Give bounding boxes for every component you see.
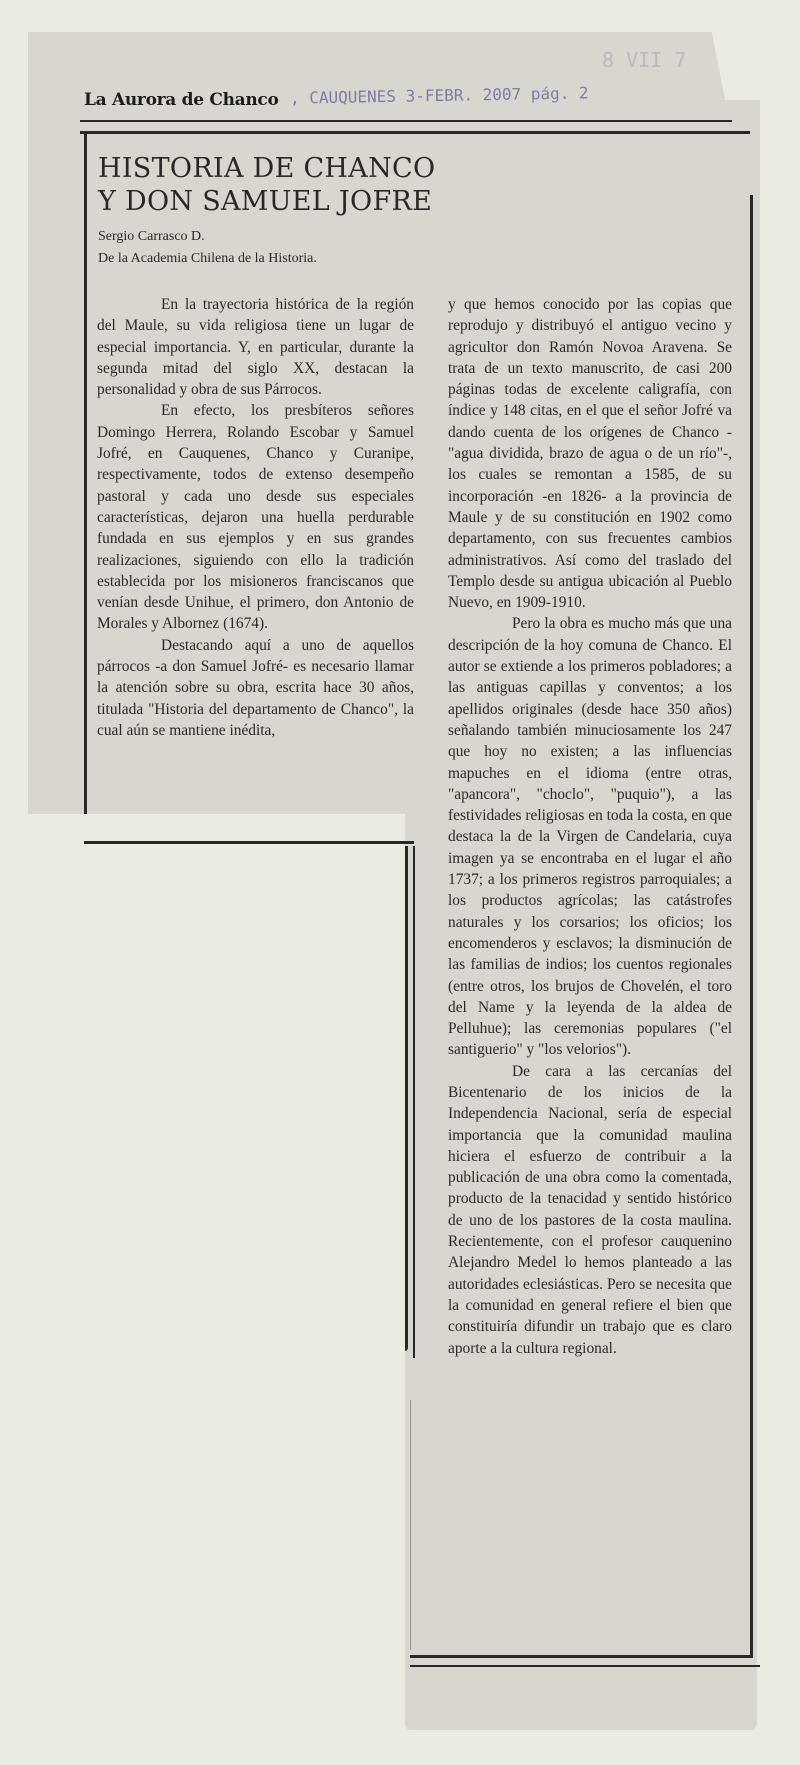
author-affiliation: De la Academia Chilena de la Historia. bbox=[98, 251, 317, 266]
box-inner-border-2 bbox=[413, 846, 415, 1358]
paragraph-continuation: y que hemos conocido por las copias que reprodujo y distribuyó el antiguo vecino y agricultor don Ramón Novoa Aravena. Se trata de un texto manuscrito, de casi 200 páginas todas de excelente caligrafía, con índice y 148 citas, en el que el señor Jofré va dando cuenta de los orígenes de Chanco -"agua dividida, brazo de agua o de un río"-, los cuales se remontan a 1585, de su incorporación -en 1826- a la provincia de Maule y de su constitución en 1902 como departamento, con sus frecuentes cambios administrativos. Así como del traslado del Templo desde su antigua ubicación al Pueblo Nuevo, en 1909-1910. bbox=[448, 296, 732, 612]
title-line-1: HISTORIA DE CHANCO bbox=[98, 153, 436, 184]
handwritten-archive-mark: 8 VII 7 bbox=[602, 48, 687, 72]
box-left-border bbox=[84, 131, 87, 814]
title-line-2: Y DON SAMUEL JOFRE bbox=[98, 186, 433, 217]
faint-border-strip bbox=[410, 1400, 411, 1650]
handwritten-source-note: , CAUQUENES 3-FEBR. 2007 pág. 2 bbox=[289, 83, 589, 108]
box-bottom-border bbox=[410, 1655, 753, 1658]
paragraph: En la trayectoria histórica de la región del Maule, su vida religiosa tiene un lugar de especial importancia. Y, en particular, durante la segunda mitad del siglo XX, destacan la personalidad y obra de sus Párrocos. bbox=[97, 296, 414, 399]
box-right-border bbox=[750, 195, 753, 1655]
newspaper-name: La Aurora de Chanco bbox=[84, 90, 279, 110]
box-top-border bbox=[80, 131, 750, 134]
header-rule bbox=[80, 120, 732, 122]
right-column bbox=[448, 294, 732, 1359]
paragraph: De cara a las cercanías del Bicentenario de los inicios de la Independencia Nacional, sería de especial importancia que la comunidad maulina hiciera el esfuerzo de contribuir a la publicación de una obra como la comentada, producto de la tenacidad y sentido histórico de uno de los pastores de la costa maulina. Recientemente, con el profesor cauquenino Alejandro Medel lo hemos planteado a las autoridades eclesiásticas. Pero se necesita que la comunidad en general refiere el bien que constituiría difundir un trabajo que es claro aporte a la cultura regional. bbox=[448, 1062, 732, 1357]
box-bottom-left-border bbox=[84, 841, 414, 844]
bottom-rule bbox=[410, 1665, 760, 1667]
paragraph: Pero la obra es mucho más que una descripción de la hoy comuna de Chanco. El autor se extiende a los primeros pobladores; a las antiguas capillas y conventos; a los apellidos originales (desde hace 350 años) señalando también minuciosamente los 247 que hoy no existen; a las influencias mapuches en el idioma (entre otras, "apancora", "choclo", "puquio"), a las festividades religiosas en toda la costa, en que destaca la de la Virgen de Candelaria, cuya imagen ya se encontraba en el lugar el año 1737; a los primeros registros parroquiales; a los productos agrícolas; las catástrofes naturales y los corsarios; los oficios; los encomenderos y esclavos; la disminución de las familias de indios; los cuentos regionales (entre otros, los brujos de Chovelén, el toro del Name y la leyenda de la aldea de Pelluhue); las ceremonias populares ("el santiguerio" y "los velorios"). bbox=[448, 615, 732, 1059]
author-name: Sergio Carrasco D. bbox=[98, 229, 205, 244]
left-column bbox=[97, 294, 414, 741]
article-title bbox=[98, 152, 435, 218]
paragraph: En efecto, los presbíteros señores Domingo Herrera, Rolando Escobar y Samuel Jofré, en Cauquenes, Chanco y Curanipe, respectivamente, todos de extenso desempeño pastoral y cada uno desde sus especiales características, dejaron una huella perdurable fundada en sus ejemplos y en sus grandes realizaciones, siguiendo con ello la tradición establecida por los misioneros franciscanos que venían desde Unihue, el primero, don Antonio de Morales y Albornez (1674). bbox=[97, 402, 414, 633]
paragraph: Destacando aquí a uno de aquellos párrocos -a don Samuel Jofré- es necesario llamar la atención sobre su obra, escrita hace 30 años, titulada "Historia del departamento de Chanco", la cual aún se mantiene inédita, bbox=[97, 636, 414, 739]
box-inner-border bbox=[405, 846, 408, 1351]
byline bbox=[98, 226, 317, 270]
